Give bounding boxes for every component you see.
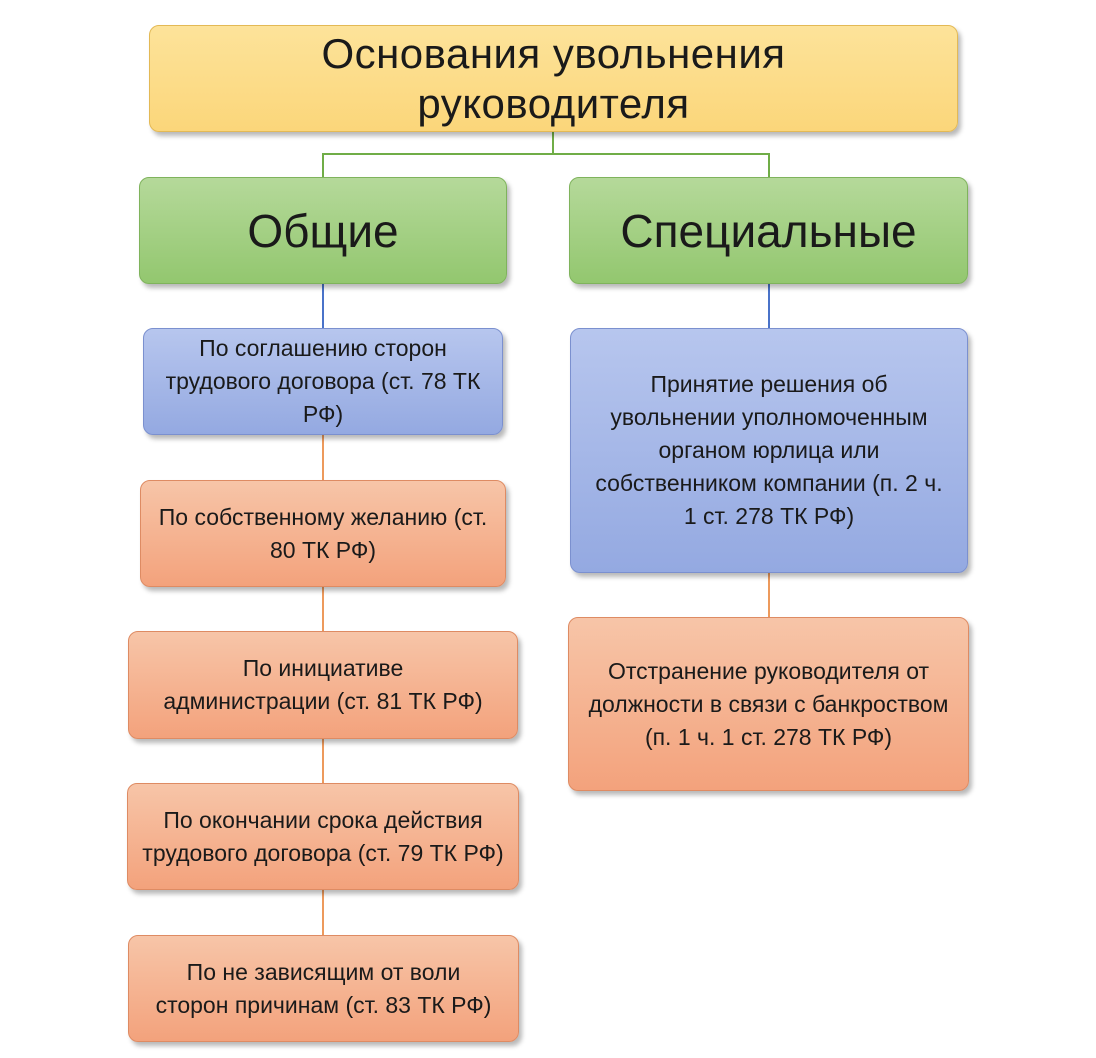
special-item-owner-decision-text: Принятие решения об увольнении уполномоченным органом юрлица или собственником компании (п. 2 ч. 1 ст. 278 ТК РФ) bbox=[595, 371, 943, 529]
diagram-title bbox=[149, 25, 958, 132]
connector-title-stem bbox=[552, 132, 554, 154]
category-special-label: Специальные bbox=[620, 204, 917, 257]
connector-general-item-4-to-5 bbox=[322, 890, 324, 935]
general-item-contract-expiry bbox=[127, 783, 519, 890]
connector-general-to-item-1 bbox=[322, 284, 324, 328]
general-item-contract-expiry-text: По окончании срока действия трудового договора (ст. 79 ТК РФ) bbox=[142, 806, 504, 866]
category-general bbox=[139, 177, 507, 284]
general-item-agreement bbox=[143, 328, 503, 435]
general-item-agreement-text: По соглашению сторон трудового договора (ст. 78 ТК РФ) bbox=[165, 335, 481, 427]
special-item-owner-decision bbox=[570, 328, 968, 573]
connector-general-item-3-to-4 bbox=[322, 739, 324, 783]
connector-horizontal bbox=[322, 153, 770, 155]
general-item-independent-circumstances-text: По не зависящим от воли сторон причинам (ст. 83 ТК РФ) bbox=[155, 958, 492, 1018]
connector-general-item-1-to-2 bbox=[322, 435, 324, 480]
general-item-employer-initiative-text: По инициативе администрации (ст. 81 ТК РФ) bbox=[163, 655, 483, 714]
category-special bbox=[569, 177, 968, 284]
connector-special-item-1-to-2 bbox=[768, 573, 770, 617]
general-item-employer-initiative bbox=[128, 631, 518, 739]
general-item-independent-circumstances bbox=[128, 935, 519, 1042]
connector-to-general bbox=[322, 153, 324, 177]
general-item-own-will-text: По собственному желанию (ст. 80 ТК РФ) bbox=[158, 503, 488, 563]
connector-special-to-item-1 bbox=[768, 284, 770, 328]
connector-general-item-2-to-3 bbox=[322, 587, 324, 631]
diagram-title-text: Основания увольнения руководителя bbox=[321, 29, 786, 127]
special-item-bankruptcy-removal-text: Отстранение руководителя от должности в связи с банкроством (п. 1 ч. 1 ст. 278 ТК РФ) bbox=[588, 657, 949, 750]
special-item-bankruptcy-removal bbox=[568, 617, 969, 791]
general-item-own-will bbox=[140, 480, 506, 587]
connector-to-special bbox=[768, 153, 770, 177]
category-general-label: Общие bbox=[247, 204, 399, 257]
